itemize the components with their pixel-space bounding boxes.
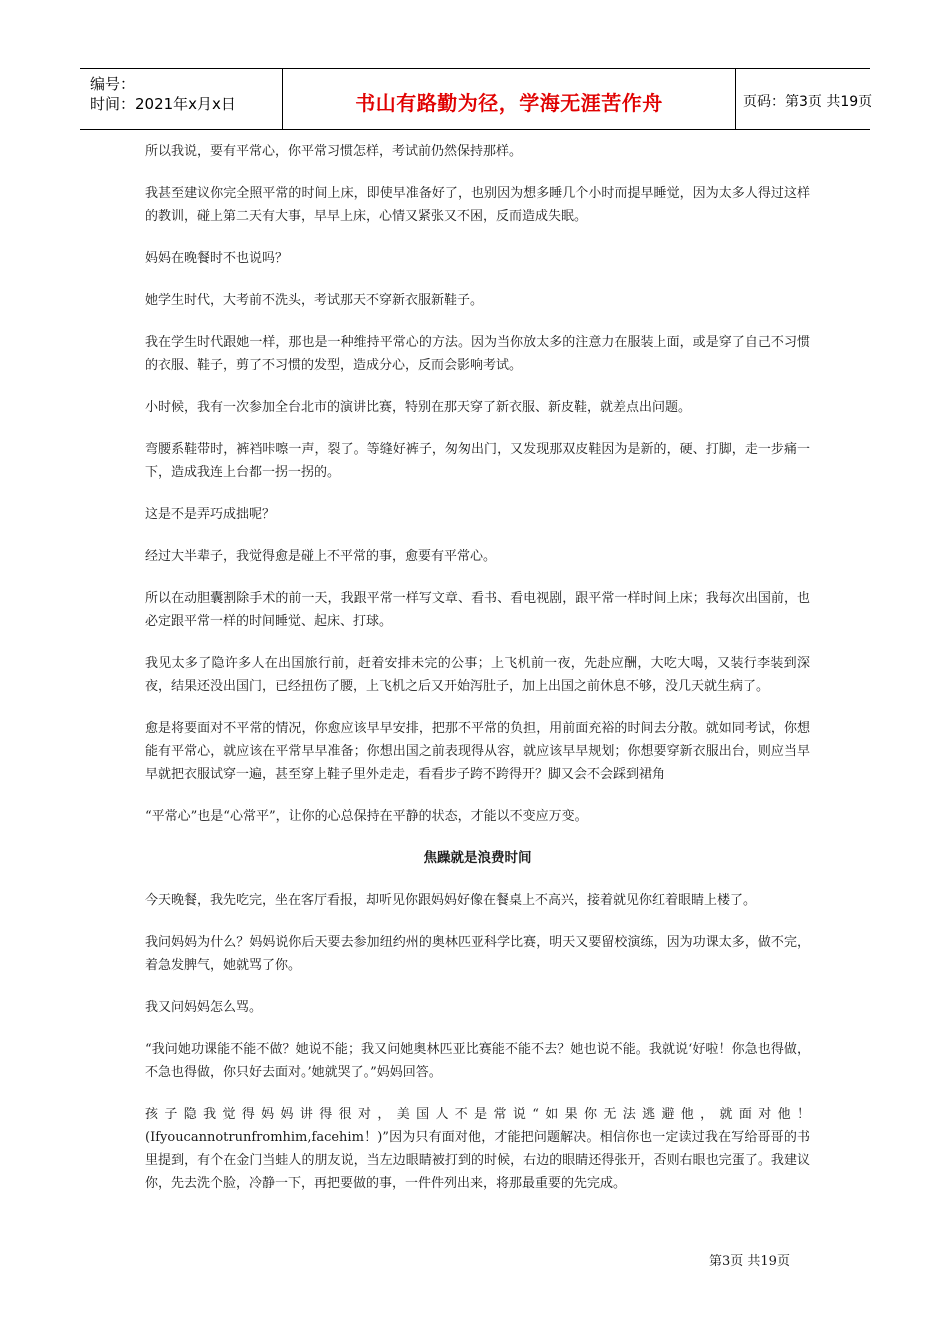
header-page-cell — [735, 69, 873, 129]
paragraph: 弯腰系鞋带时，裤裆咔嚓一声，裂了。等缝好裤子，匆匆出门，又发现那双皮鞋因为是新的，硬、打脚，走一步痛一下，造成我连上台都一拐一拐的。 — [145, 442, 810, 480]
header-meta-cell — [80, 69, 282, 129]
document-body — [145, 140, 810, 1214]
page-footer-number: 第3页 共19页 — [709, 1254, 790, 1269]
paragraph: 我在学生时代跟她一样，那也是一种维持平常心的方法。因为当你放太多的注意力在服装上面，或是穿了自己不习惯的衣服、鞋子，剪了不习惯的发型，造成分心，反而会影响考试。 — [145, 335, 810, 373]
page-header — [80, 68, 873, 130]
paragraph: 经过大半辈子，我觉得愈是碰上不平常的事，愈要有平常心。 — [145, 549, 497, 564]
paragraph: 所以我说，要有平常心，你平常习惯怎样，考试前仍然保持那样。 — [145, 144, 523, 159]
header-page-number: 页码：第3页 共19页 — [743, 94, 873, 110]
header-motto: 书山有路勤为径，学海无涯苦作舟 — [355, 91, 663, 115]
paragraph: 愈是将要面对不平常的情况，你愈应该早早安排，把那不平常的负担，用前面充裕的时间去分散。就如同考试，你想能有平常心，就应该在平常早早准备；你想出国之前表现得从容，就应该早早规划；你想要穿新衣服出台，则应当早早就把衣服试穿一遍，甚至穿上鞋子里外走走，看看步子跨不跨得开？脚又会不会踩到裙角 — [145, 721, 810, 782]
paragraph: 孩子隐我觉得妈妈讲得很对，美国人不是常说“如果你无法逃避他，就面对他！(Ifyoucannotrunfromhim,facehim！)”因为只有面对他，才能把问题解决。相信你也一定读过我在写给哥哥的书里提到，有个在金门当蛙人的朋友说，当左边眼睛被打到的时候，右边的眼睛还得张开，否则右眼也完蛋了。我建议你，先去洗个脸，冷静一下，再把要做的事，一件件列出来，将那最重要的先完成。 — [145, 1107, 810, 1191]
paragraph: 所以在动胆囊割除手术的前一天，我跟平常一样写文章、看书、看电视剧，跟平常一样时间上床；我每次出国前，也必定跟平常一样的时间睡觉、起床、打球。 — [145, 591, 810, 629]
paragraph: 今天晚餐，我先吃完，坐在客厅看报，却听见你跟妈妈好像在餐桌上不高兴，接着就见你红着眼睛上楼了。 — [145, 893, 757, 908]
paragraph: 我问妈妈为什么？妈妈说你后天要去参加纽约州的奥林匹亚科学比赛，明天又要留校演练，因为功课太多，做不完，着急发脾气，她就骂了你。 — [145, 935, 810, 973]
paragraph: “平常心”也是“心常平”，让你的心总保持在平静的状态，才能以不变应万变。 — [145, 809, 588, 824]
document-number-label: 编号： — [90, 75, 136, 93]
paragraph: 这是不是弄巧成拙呢？ — [145, 507, 276, 522]
paragraph: 小时候，我有一次参加全台北市的演讲比赛，特别在那天穿了新衣服、新皮鞋，就差点出问题。 — [145, 400, 692, 415]
paragraph: 妈妈在晚餐时不也说吗？ — [145, 251, 289, 266]
paragraph: 她学生时代，大考前不洗头，考试那天不穿新衣服新鞋子。 — [145, 293, 484, 308]
header-motto-cell — [282, 69, 736, 129]
paragraph: “我问她功课能不能不做？她说不能；我又问她奥林匹亚比赛能不能不去？她也说不能。我就说‘好啦！你急也得做，不急也得做，你只好去面对。’她就哭了。”妈妈回答。 — [145, 1042, 810, 1080]
paragraph: 我又问妈妈怎么骂。 — [145, 1000, 263, 1015]
document-date-label: 时间：2021年x月x日 — [90, 95, 236, 113]
paragraph: 我见太多了隐许多人在出国旅行前，赶着安排未完的公事；上飞机前一夜，先赴应酬，大吃大喝，又装行李装到深夜，结果还没出国门，已经扭伤了腰，上飞机之后又开始泻肚子，加上出国之前休息不够，没几天就生病了。 — [145, 656, 810, 694]
section-title: 焦躁就是浪费时间 — [423, 850, 532, 866]
paragraph: 我甚至建议你完全照平常的时间上床，即使早准备好了，也别因为想多睡几个小时而提早睡觉，因为太多人得过这样的教训，碰上第二天有大事，早早上床，心情又紧张又不困，反而造成失眠。 — [145, 186, 810, 224]
